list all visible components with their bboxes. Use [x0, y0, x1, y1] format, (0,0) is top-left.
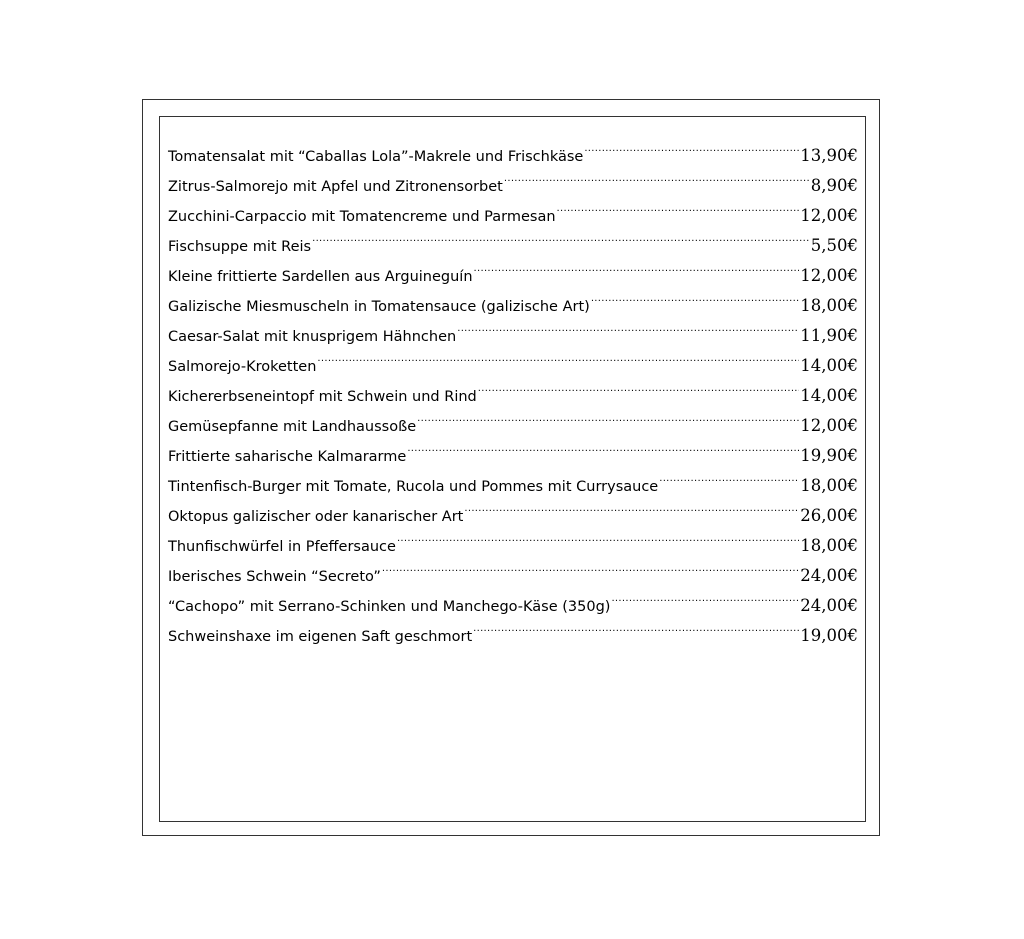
menu-item-name: Tintenfisch-Burger mit Tomate, Rucola und Pommes mit Currysauce: [168, 479, 659, 495]
menu-item-name: Caesar-Salat mit knusprigem Hähnchen: [168, 329, 457, 345]
menu-item-price: 18,00€: [800, 296, 858, 315]
menu-item-name: Kleine frittierte Sardellen aus Arguineguín: [168, 269, 473, 285]
menu-item-name: Schweinshaxe im eigenen Saft geschmort: [168, 629, 473, 645]
dot-leader: [611, 581, 799, 611]
menu-item-price: 12,00€: [800, 416, 858, 435]
menu-item-name: Zitrus-Salmorejo mit Apfel und Zitronensorbet: [168, 179, 503, 195]
menu-item-price: 14,00€: [800, 386, 858, 405]
menu-item-price: 19,90€: [800, 446, 858, 465]
menu-item-name: Iberisches Schwein “Secreto”: [168, 569, 381, 585]
menu-item-price: 12,00€: [800, 206, 858, 225]
dot-leader: [464, 491, 799, 521]
menu-item-name: Zucchini-Carpaccio mit Tomatencreme und Parmesan: [168, 209, 556, 225]
menu-item-price: 26,00€: [800, 506, 858, 525]
dot-leader: [473, 611, 799, 641]
menu-item-price: 18,00€: [800, 476, 858, 495]
dot-leader: [317, 341, 799, 371]
menu-item-name: Frittierte saharische Kalmararme: [168, 449, 407, 465]
dot-leader: [457, 311, 799, 341]
dot-leader: [382, 551, 799, 581]
menu-item: [168, 131, 858, 165]
menu-item-price: 14,00€: [800, 356, 858, 375]
dot-leader: [407, 431, 799, 461]
dot-leader: [659, 461, 799, 491]
menu-item-price: 5,50€: [810, 236, 858, 255]
menu-item-name: Gemüsepfanne mit Landhaussoße: [168, 419, 417, 435]
menu-item-price: 24,00€: [800, 596, 858, 615]
menu-item-price: 8,90€: [810, 176, 858, 195]
dot-leader: [417, 401, 799, 431]
menu-item-name: Thunfischwürfel in Pfeffersauce: [168, 539, 396, 555]
dot-leader: [504, 161, 810, 191]
menu-item-price: 13,90€: [800, 146, 858, 165]
dot-leader: [591, 281, 799, 311]
menu-item-name: Oktopus galizischer oder kanarischer Art: [168, 509, 464, 525]
dot-leader: [557, 191, 800, 221]
menu-item-price: 18,00€: [800, 536, 858, 555]
menu-item-name: Salmorejo-Kroketten: [168, 359, 317, 375]
dot-leader: [584, 131, 799, 161]
menu-item-name: Galizische Miesmuscheln in Tomatensauce (galizische Art): [168, 299, 590, 315]
menu-item-name: Tomatensalat mit “Caballas Lola”-Makrele und Frischkäse: [168, 149, 584, 165]
dot-leader: [312, 221, 810, 251]
menu-item-name: Kichererbseneintopf mit Schwein und Rind: [168, 389, 477, 405]
dot-leader: [397, 521, 799, 551]
menu-item-price: 19,00€: [800, 626, 858, 645]
dot-leader: [474, 251, 800, 281]
menu-item-price: 12,00€: [800, 266, 858, 285]
menu-list: [168, 131, 858, 645]
menu-item-price: 11,90€: [800, 326, 858, 345]
menu-item-name: “Cachopo” mit Serrano-Schinken und Manchego-Käse (350g): [168, 599, 611, 615]
dot-leader: [478, 371, 800, 401]
menu-item-price: 24,00€: [800, 566, 858, 585]
menu-item-name: Fischsuppe mit Reis: [168, 239, 312, 255]
